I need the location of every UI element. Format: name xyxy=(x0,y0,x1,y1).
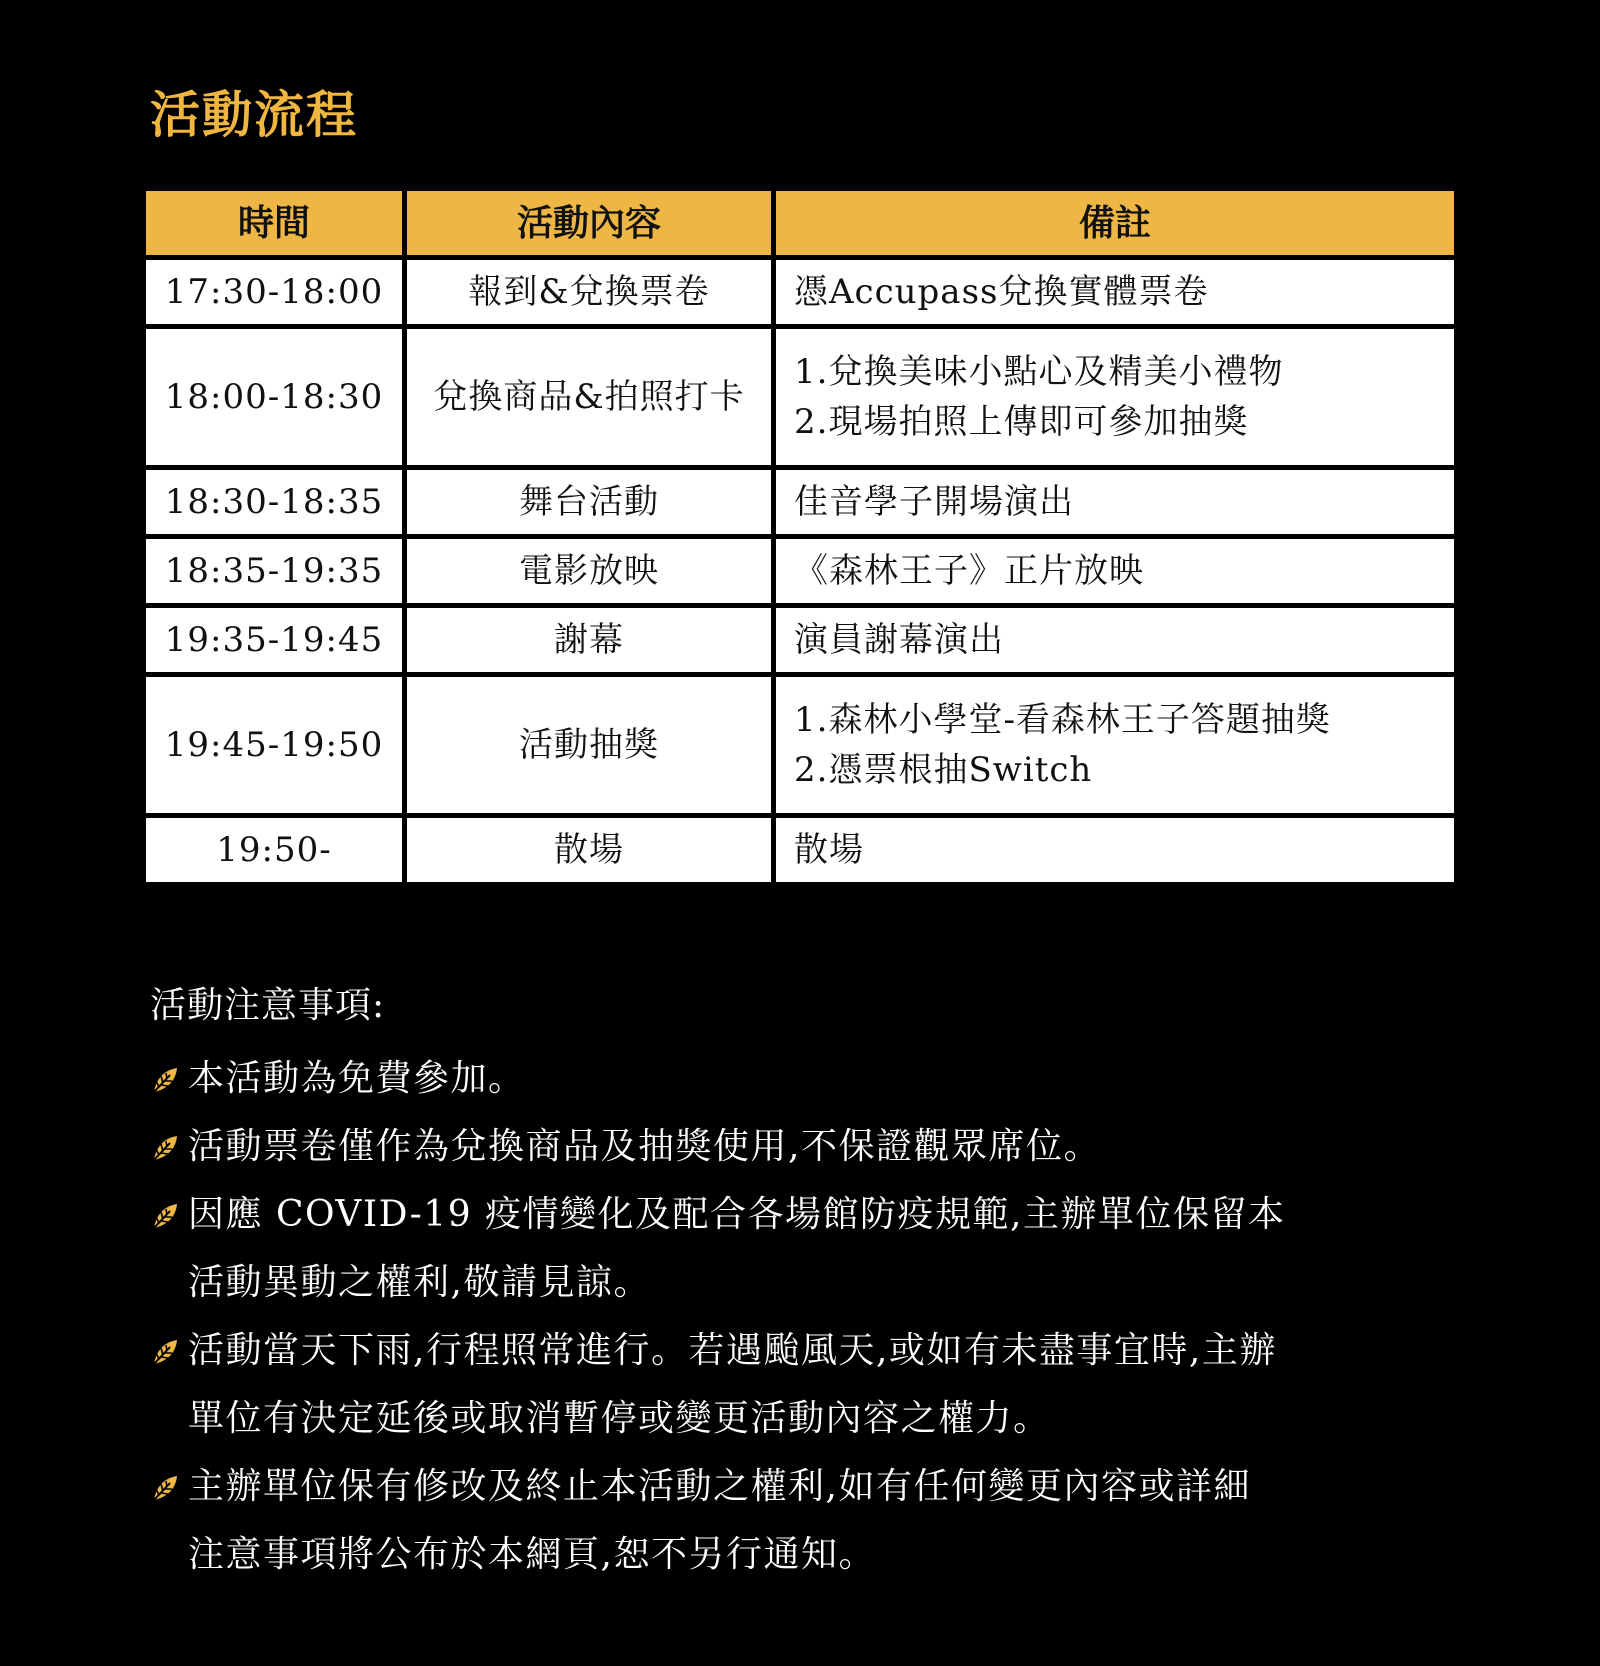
notice-line: 本活動為免費參加。 xyxy=(188,1058,526,1099)
time-cell: 19:35-19:45 xyxy=(146,608,402,672)
table-row xyxy=(146,329,1454,465)
table-row xyxy=(146,260,1454,324)
notice-list xyxy=(150,1045,1450,1589)
leaf-icon xyxy=(150,1473,180,1503)
notice-line: 因應 COVID-19 疫情變化及配合各場館防疫規範,主辦單位保留本 xyxy=(188,1194,1286,1235)
table-header-row xyxy=(146,191,1454,255)
activity-cell: 報到&兌換票卷 xyxy=(407,260,771,324)
notice-line: 主辦單位保有修改及終止本活動之權利,如有任何變更內容或詳細 xyxy=(188,1466,1251,1507)
list-item xyxy=(150,1453,1450,1589)
notice-line: 活動票卷僅作為兌換商品及抽獎使用,不保證觀眾席位。 xyxy=(188,1126,1101,1167)
note-line: 《森林王子》正片放映 xyxy=(794,551,1144,591)
time-cell: 17:30-18:00 xyxy=(146,260,402,324)
notes-cell xyxy=(776,677,1454,813)
activity-cell: 活動抽獎 xyxy=(407,677,771,813)
notice-line: 單位有決定延後或取消暫停或變更活動內容之權力。 xyxy=(188,1398,1051,1439)
list-item xyxy=(150,1113,1450,1181)
notice-title: 活動注意事項: xyxy=(150,985,386,1026)
time-cell: 18:35-19:35 xyxy=(146,539,402,603)
header-notes: 備註 xyxy=(776,191,1454,255)
schedule-table xyxy=(146,191,1454,882)
note-line: 1.森林小學堂-看森林王子答題抽獎 xyxy=(794,700,1331,740)
note-line: 2.現場拍照上傳即可參加抽獎 xyxy=(794,402,1249,442)
leaf-icon xyxy=(150,1133,180,1163)
activity-cell: 謝幕 xyxy=(407,608,771,672)
list-item xyxy=(150,1045,1450,1113)
table-row xyxy=(146,539,1454,603)
leaf-icon xyxy=(150,1337,180,1367)
notice-line: 注意事項將公布於本網頁,恕不另行通知。 xyxy=(188,1534,876,1575)
note-line: 佳音學子開場演出 xyxy=(794,482,1074,522)
activity-cell: 兌換商品&拍照打卡 xyxy=(407,329,771,465)
notice-section xyxy=(150,980,1450,1589)
table-row xyxy=(146,818,1454,882)
time-cell: 19:45-19:50 xyxy=(146,677,402,813)
note-line: 散場 xyxy=(794,830,864,870)
activity-cell: 散場 xyxy=(407,818,771,882)
time-cell: 18:00-18:30 xyxy=(146,329,402,465)
notes-cell xyxy=(776,329,1454,465)
note-line: 憑Accupass兌換實體票卷 xyxy=(794,272,1209,312)
note-line: 1.兌換美味小點心及精美小禮物 xyxy=(794,352,1284,392)
table-row xyxy=(146,608,1454,672)
note-line: 演員謝幕演出 xyxy=(794,620,1004,660)
note-line: 2.憑票根抽Switch xyxy=(794,750,1093,790)
time-cell: 19:50- xyxy=(146,818,402,882)
notes-cell xyxy=(776,470,1454,534)
notes-cell xyxy=(776,608,1454,672)
notes-cell xyxy=(776,818,1454,882)
table-row xyxy=(146,470,1454,534)
leaf-icon xyxy=(150,1201,180,1231)
time-cell: 18:30-18:35 xyxy=(146,470,402,534)
notice-line: 活動當天下雨,行程照常進行。若遇颱風天,或如有未盡事宜時,主辦 xyxy=(188,1330,1277,1371)
list-item xyxy=(150,1181,1450,1317)
list-item xyxy=(150,1317,1450,1453)
activity-cell: 電影放映 xyxy=(407,539,771,603)
notes-cell xyxy=(776,260,1454,324)
notes-cell xyxy=(776,539,1454,603)
page-title: 活動流程 xyxy=(150,85,358,144)
leaf-icon xyxy=(150,1065,180,1095)
header-activity: 活動內容 xyxy=(407,191,771,255)
notice-line: 活動異動之權利,敬請見諒。 xyxy=(188,1262,651,1303)
header-time: 時間 xyxy=(146,191,402,255)
activity-cell: 舞台活動 xyxy=(407,470,771,534)
table-row xyxy=(146,677,1454,813)
